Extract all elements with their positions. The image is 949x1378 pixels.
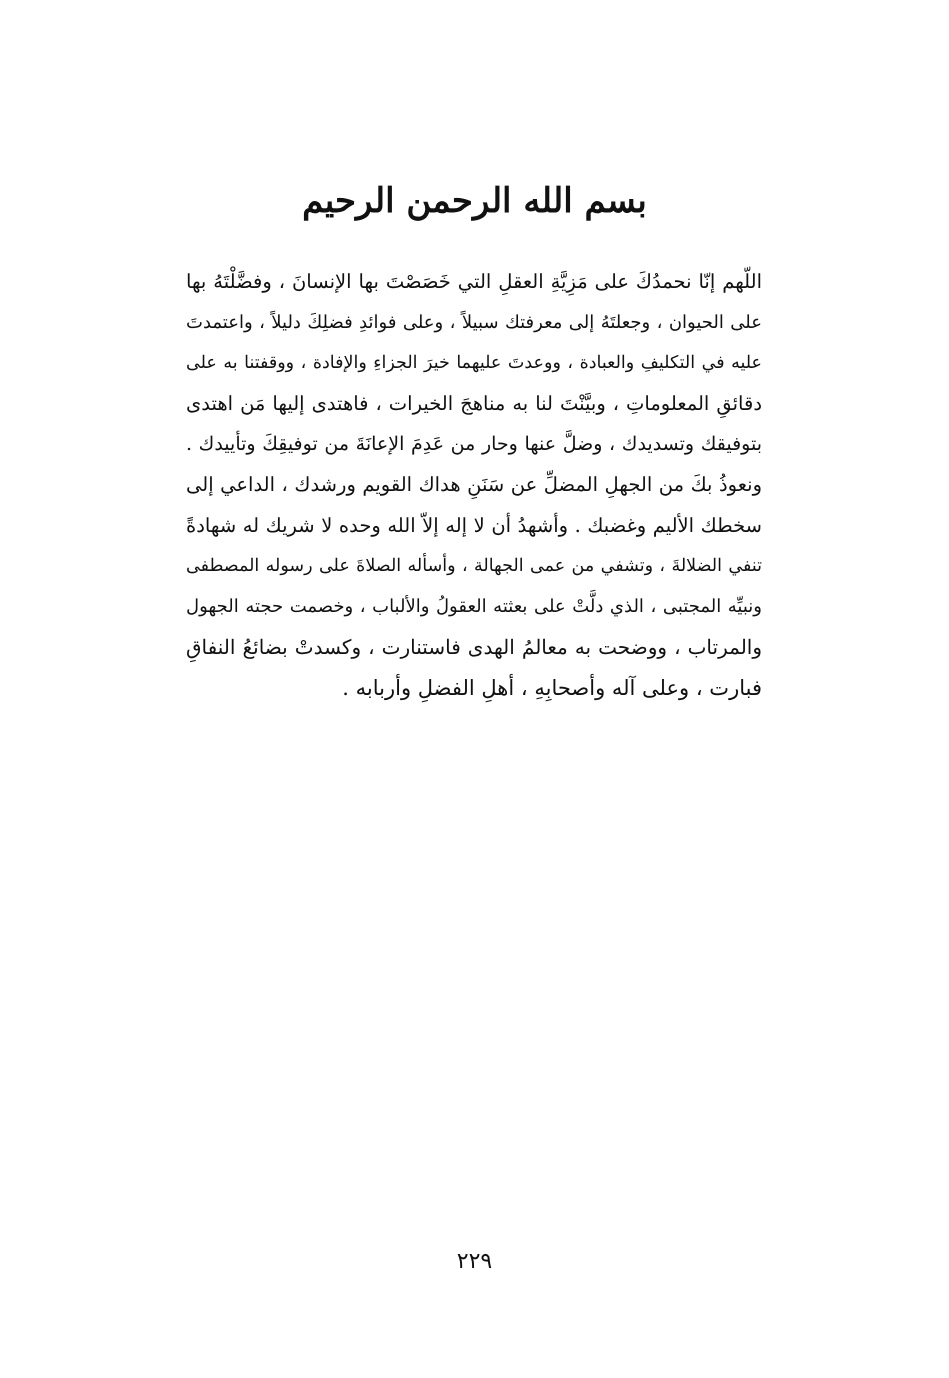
text-line: ونعوذُ بكَ من الجهلِ المضلِّ عن سَنَنِ هداك القويم ورشدك ، الداعي إلى [186,472,762,496]
text-line-last: فبارت ، وعلى آله وأصحابِهِ ، أهلِ الفضلِ وأربابه . [342,675,762,700]
text-line: اللّهم إنّا نحمدُكَ على مَزِيَّةِ العقلِ التي خَصَصْتَ بها الإنسانَ ، وفضَّلْتَهُ بها [186,270,762,293]
text-line: دقائقِ المعلوماتِ ، وبيَّنْتَ لنا به مناهجَ الخيرات ، فاهتدى إليها مَن اهتدى [186,391,762,415]
text-line: تنفي الضلالةَ ، وتشفي من عمى الجهالة ، وأسأله الصلاةَ على رسوله المصطفى [186,556,762,577]
body-paragraph [186,262,762,709]
text-line: ونبيِّه المجتبى ، الذي دلَّتْ على بعثته العقولُ والألباب ، وخصمت حجته الجهول [186,595,762,617]
text-line: عليه في التكليفِ والعبادة ، ووعدتَ عليهما خيرَ الجزاءِ والإفادة ، ووقفتنا به على [186,353,762,374]
text-line: سخطك الأليم وغضبك . وأشهدُ أن لا إله إلاّ الله وحده لا شريك له شهادةً [186,513,762,537]
text-line: على الحيوان ، وجعلتَهُ إلى معرفتك سبيلاً ، وعلى فوائدِ فضلِكَ دليلاً ، واعتمدتَ [186,311,762,333]
page-number: ٢٢٩ [456,1249,493,1274]
text-line: والمرتاب ، ووضحت به معالمُ الهدى فاستنارت ، وكسدتْ بضائعُ النفاقِ [186,635,762,660]
basmala-heading: بسم الله الرحمن الرحيم [302,181,647,221]
text-line: بتوفيقك وتسديدك ، وضلَّ عنها وحار من عَدِمَ الإعانَةَ من توفيقِكَ وتأييدك . [186,433,762,456]
